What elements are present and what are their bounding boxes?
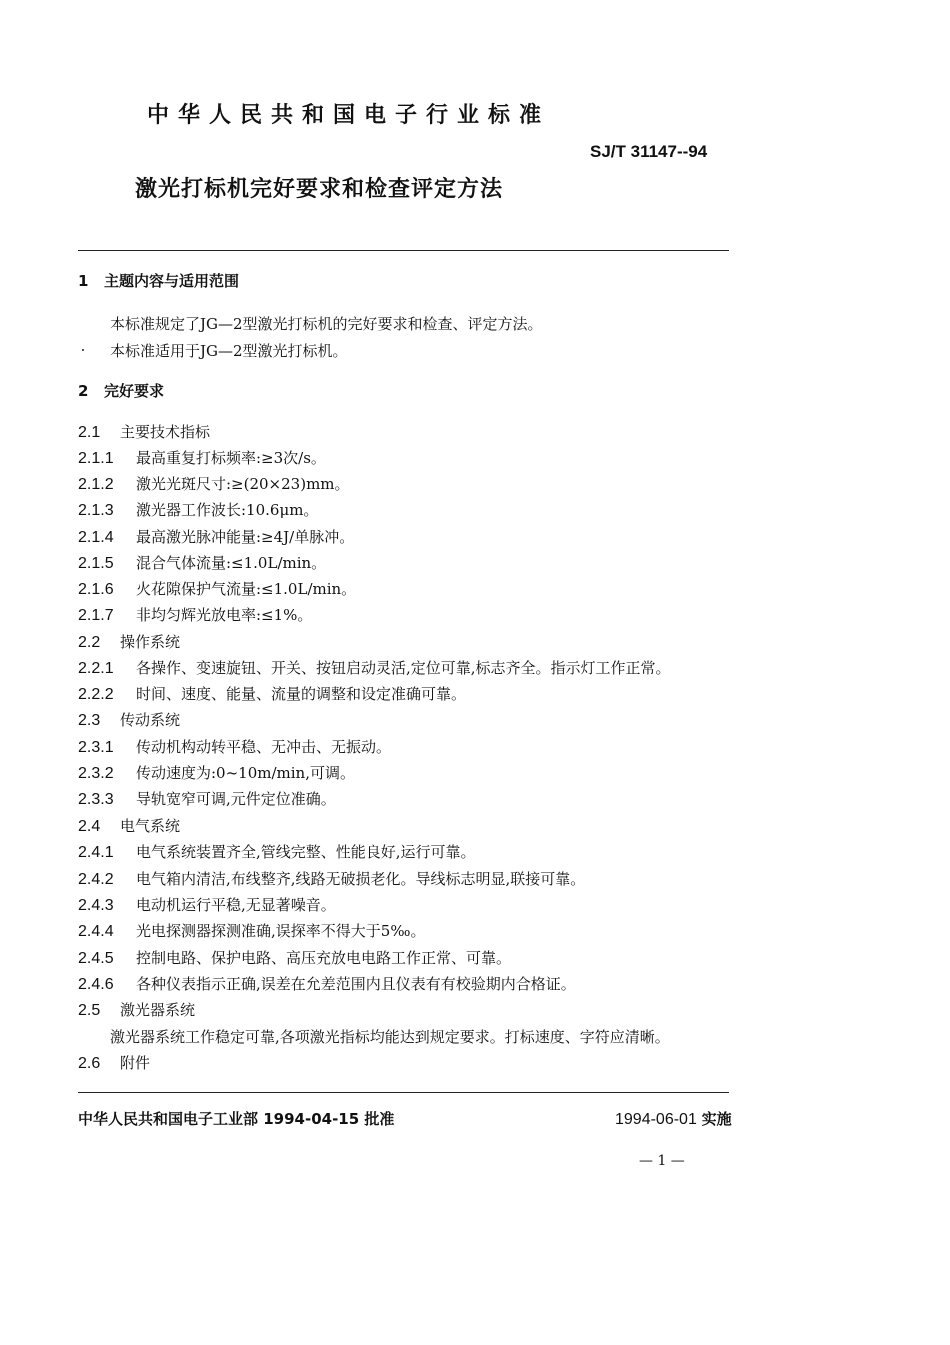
section-1-paragraph: 本标准适用于JG—2型激光打标机。: [110, 342, 348, 360]
clause-number: 2.1.6: [78, 581, 114, 598]
clause-item: [78, 894, 336, 915]
clause-number: 2.1.4: [78, 529, 114, 546]
clause-text: 时间、速度、能量、流量的调整和设定准确可靠。: [136, 685, 467, 703]
clause-item: [78, 578, 356, 599]
clause-item: [78, 920, 425, 941]
clause-number: 2.1.5: [78, 555, 114, 572]
clause-number: 2.4.6: [78, 976, 114, 993]
clause-number: 2.3.2: [78, 765, 114, 782]
clause-number: 2.4.3: [78, 897, 114, 914]
clause-number: 2.3: [78, 712, 101, 729]
clause-item: [78, 1052, 150, 1073]
clause-item: [78, 526, 354, 547]
clause-number: 2.4.1: [78, 844, 114, 861]
clause-item: [78, 421, 210, 442]
effective-date: 1994-06-01: [615, 1111, 697, 1128]
clause-item: [78, 604, 312, 625]
clause-item: [78, 499, 318, 520]
clause-text: 光电探测器探测准确,误探率不得大于5‰。: [136, 922, 426, 940]
clause-number: 2.1.7: [78, 607, 114, 624]
clause-item: [78, 841, 476, 862]
clause-number: 2.2.1: [78, 660, 114, 677]
clause-item: [78, 473, 350, 494]
clause-number: 2.2.2: [78, 686, 114, 703]
clause-item: [78, 973, 576, 994]
section-title: 完好要求: [104, 382, 165, 400]
document-title: 激光打标机完好要求和检查评定方法: [135, 177, 504, 202]
clause-text: 主要技术指标: [120, 423, 211, 441]
clause-item: [78, 736, 391, 757]
approval-line: 中华人民共和国电子工业部 1994-04-15 批准: [78, 1110, 395, 1128]
clause-text: 激光器工作波长:10.6μm。: [136, 501, 319, 519]
section-number: 2: [78, 382, 89, 400]
clause-number: 2.1.3: [78, 502, 114, 519]
clause-text: 传动系统: [120, 711, 181, 729]
clause-number: 2.5: [78, 1002, 101, 1019]
clause-text: 激光器系统工作稳定可靠,各项激光指标均能达到规定要求。打标速度、字符应清晰。: [110, 1028, 670, 1046]
clause-text: 电气箱内清洁,布线整齐,线路无破损老化。导线标志明显,联接可靠。: [136, 870, 586, 888]
clause-text: 激光光斑尺寸:≥(20×23)mm。: [136, 475, 350, 493]
section-2-heading: [78, 380, 164, 401]
clause-text: 最高重复打标频率:≥3次/s。: [136, 449, 326, 467]
clause-item: [78, 947, 511, 968]
clause-item: [78, 999, 195, 1020]
standard-org-header: 中华人民共和国电子行业标准: [147, 103, 551, 128]
clause-text: 各种仪表指示正确,误差在允差范围内且仪表有有校验期内合格证。: [136, 975, 576, 993]
clause-number: 2.1.2: [78, 476, 114, 493]
clause-number: 2.4.5: [78, 950, 114, 967]
clause-item: [78, 868, 585, 889]
clause-text: 最高激光脉冲能量:≥4J/单脉冲。: [136, 528, 355, 546]
page-number: — 1 —: [639, 1153, 685, 1169]
clause-number: 2.3.1: [78, 739, 114, 756]
clause-text: 激光器系统: [120, 1001, 196, 1019]
clause-number: 2.4.2: [78, 871, 114, 888]
scan-speck: [82, 349, 84, 351]
clause-item: [78, 552, 326, 573]
clause-text: 火花隙保护气流量:≤1.0L/min。: [136, 580, 357, 598]
clause-item: [78, 657, 671, 678]
clause-text: 控制电路、保护电路、高压充放电电路工作正常、可靠。: [136, 949, 512, 967]
clause-item: [78, 631, 180, 652]
clause-text: 电气系统装置齐全,管线完整、性能良好,运行可靠。: [136, 843, 476, 861]
clause-number: 2.2: [78, 634, 101, 651]
clause-item: [78, 709, 180, 730]
clause-item: [78, 788, 336, 809]
effective-word: 实施: [701, 1110, 732, 1128]
clause-number: 2.4: [78, 818, 101, 835]
top-divider: [78, 250, 729, 251]
clause-text: 电气系统: [120, 817, 181, 835]
section-number: 1: [78, 272, 89, 290]
clause-text: 附件: [120, 1054, 151, 1072]
effective-line: [615, 1108, 732, 1129]
clause-number: 2.6: [78, 1055, 101, 1072]
clause-text: 导轨宽窄可调,元件定位准确。: [136, 790, 336, 808]
bottom-divider: [78, 1092, 729, 1093]
section-title: 主题内容与适用范围: [104, 272, 240, 290]
clause-item: [78, 683, 466, 704]
clause-number: 2.1.1: [78, 450, 114, 467]
clause-number: 2.3.3: [78, 791, 114, 808]
section-1-paragraph: 本标准规定了JG—2型激光打标机的完好要求和检查、评定方法。: [110, 315, 543, 333]
clause-item: [78, 762, 355, 783]
clause-number: 2.1: [78, 424, 101, 441]
clause-text: 传动机构动转平稳、无冲击、无振动。: [136, 738, 392, 756]
clause-text: 电动机运行平稳,无显著噪音。: [136, 896, 336, 914]
clause-text: 传动速度为:0~10m/min,可调。: [136, 764, 355, 782]
clause-item: [78, 447, 326, 468]
clause-text: 非均匀辉光放电率:≤1%。: [136, 606, 313, 624]
clause-item: [110, 1026, 670, 1047]
clause-text: 混合气体流量:≤1.0L/min。: [136, 554, 327, 572]
clause-item: [78, 815, 180, 836]
clause-number: 2.4.4: [78, 923, 114, 940]
clause-text: 各操作、变速旋钮、开关、按钮启动灵活,定位可靠,标志齐全。指示灯工作正常。: [136, 659, 671, 677]
standard-code: SJ/T 31147--94: [590, 142, 708, 161]
section-1-heading: [78, 270, 239, 291]
clause-text: 操作系统: [120, 633, 181, 651]
